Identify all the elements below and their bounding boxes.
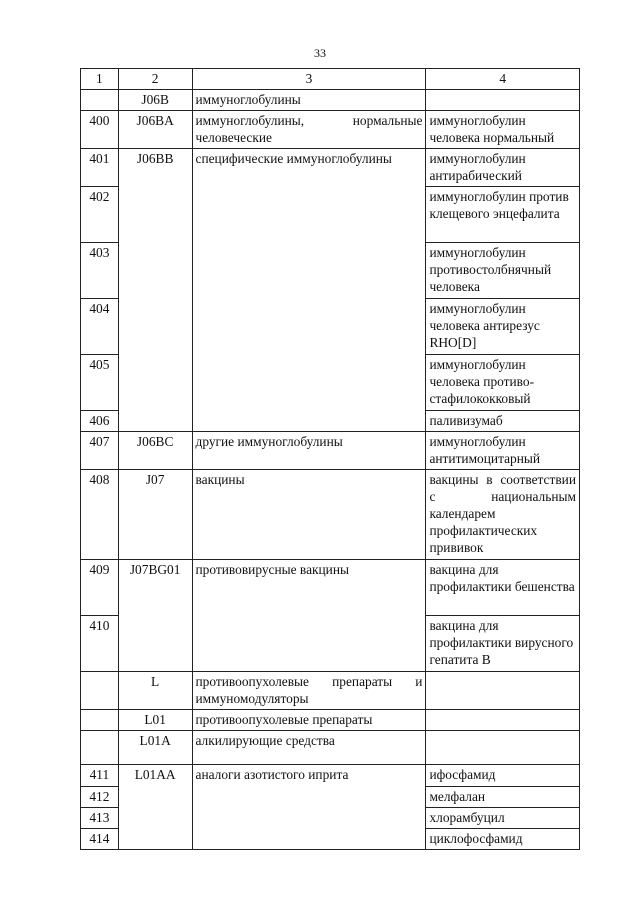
atc-group: аналоги азотистого иприта xyxy=(192,765,426,850)
row-number: 406 xyxy=(81,411,119,432)
row-number xyxy=(81,710,119,731)
table-row xyxy=(81,111,580,149)
row-number: 403 xyxy=(81,243,119,299)
atc-code: J07 xyxy=(118,470,192,560)
row-number: 412 xyxy=(81,787,119,808)
row-number: 414 xyxy=(81,829,119,850)
atc-group: противоопухолевые препараты и иммуномодуляторы xyxy=(192,672,426,710)
drug-name: иммуноглобулин противостолбнячный человека xyxy=(426,243,580,299)
atc-group: иммуноглобулины, нормальные человеческие xyxy=(192,111,426,149)
page-number: 33 xyxy=(314,46,326,60)
atc-code: J06B xyxy=(118,90,192,111)
drug-name: иммуноглобулин человека антирезус RHO[D] xyxy=(426,299,580,355)
column-header-2: 2 xyxy=(118,69,192,90)
atc-code: L01AA xyxy=(118,765,192,850)
drug-name: вакцина для профилактики вирусного гепатита B xyxy=(426,616,580,672)
drug-name: хлорамбуцил xyxy=(426,808,580,829)
drug-name: иммуноглобулин человека противо-стафилококковый xyxy=(426,355,580,411)
drug-name xyxy=(426,710,580,731)
drug-name xyxy=(426,672,580,710)
table-row xyxy=(81,149,580,187)
row-number: 408 xyxy=(81,470,119,560)
drug-name: иммуноглобулин антитимоцитарный xyxy=(426,432,580,470)
table-row xyxy=(81,710,580,731)
row-number: 400 xyxy=(81,111,119,149)
row-number xyxy=(81,672,119,710)
drug-name xyxy=(426,90,580,111)
atc-group: противоопухолевые препараты xyxy=(192,710,426,731)
atc-group: алкилирующие средства xyxy=(192,731,426,765)
row-number: 410 xyxy=(81,616,119,672)
atc-group: иммуноглобулины xyxy=(192,90,426,111)
row-number: 401 xyxy=(81,149,119,187)
table-row xyxy=(81,432,580,470)
drug-name: вакцина для профилактики бешенства xyxy=(426,560,580,616)
row-number: 402 xyxy=(81,187,119,243)
row-number xyxy=(81,731,119,765)
drug-name: мелфалан xyxy=(426,787,580,808)
atc-group: другие иммуноглобулины xyxy=(192,432,426,470)
table-row xyxy=(81,560,580,616)
atc-code: J06BB xyxy=(118,149,192,432)
table-row xyxy=(81,470,580,560)
column-header-3: 3 xyxy=(192,69,426,90)
row-number xyxy=(81,90,119,111)
atc-code: J06BA xyxy=(118,111,192,149)
drug-name: иммуноглобулин человека нормальный xyxy=(426,111,580,149)
row-number: 409 xyxy=(81,560,119,616)
table-row xyxy=(81,90,580,111)
drug-name: паливизумаб xyxy=(426,411,580,432)
atc-code: L xyxy=(118,672,192,710)
atc-group: специфические иммуноглобулины xyxy=(192,149,426,432)
row-number: 413 xyxy=(81,808,119,829)
table-row xyxy=(81,731,580,765)
drug-name: ифосфамид xyxy=(426,765,580,787)
row-number: 407 xyxy=(81,432,119,470)
atc-code: J06BC xyxy=(118,432,192,470)
column-header-4: 4 xyxy=(426,69,580,90)
atc-code: J07BG01 xyxy=(118,560,192,672)
row-number: 411 xyxy=(81,765,119,787)
table-header-row xyxy=(81,69,580,90)
atc-code: L01A xyxy=(118,731,192,765)
drug-name: иммуноглобулин антирабический xyxy=(426,149,580,187)
drug-name: иммуноглобулин против клещевого энцефалита xyxy=(426,187,580,243)
drug-name: циклофосфамид xyxy=(426,829,580,850)
row-number: 404 xyxy=(81,299,119,355)
row-number: 405 xyxy=(81,355,119,411)
drug-name: вакцины в соответствии с национальным календарем профилактических прививок xyxy=(426,470,580,560)
table-row xyxy=(81,765,580,787)
atc-group: противовирусные вакцины xyxy=(192,560,426,672)
column-header-1: 1 xyxy=(81,69,119,90)
drug-table xyxy=(80,68,580,850)
drug-name xyxy=(426,731,580,765)
table-row xyxy=(81,672,580,710)
atc-group: вакцины xyxy=(192,470,426,560)
atc-code: L01 xyxy=(118,710,192,731)
